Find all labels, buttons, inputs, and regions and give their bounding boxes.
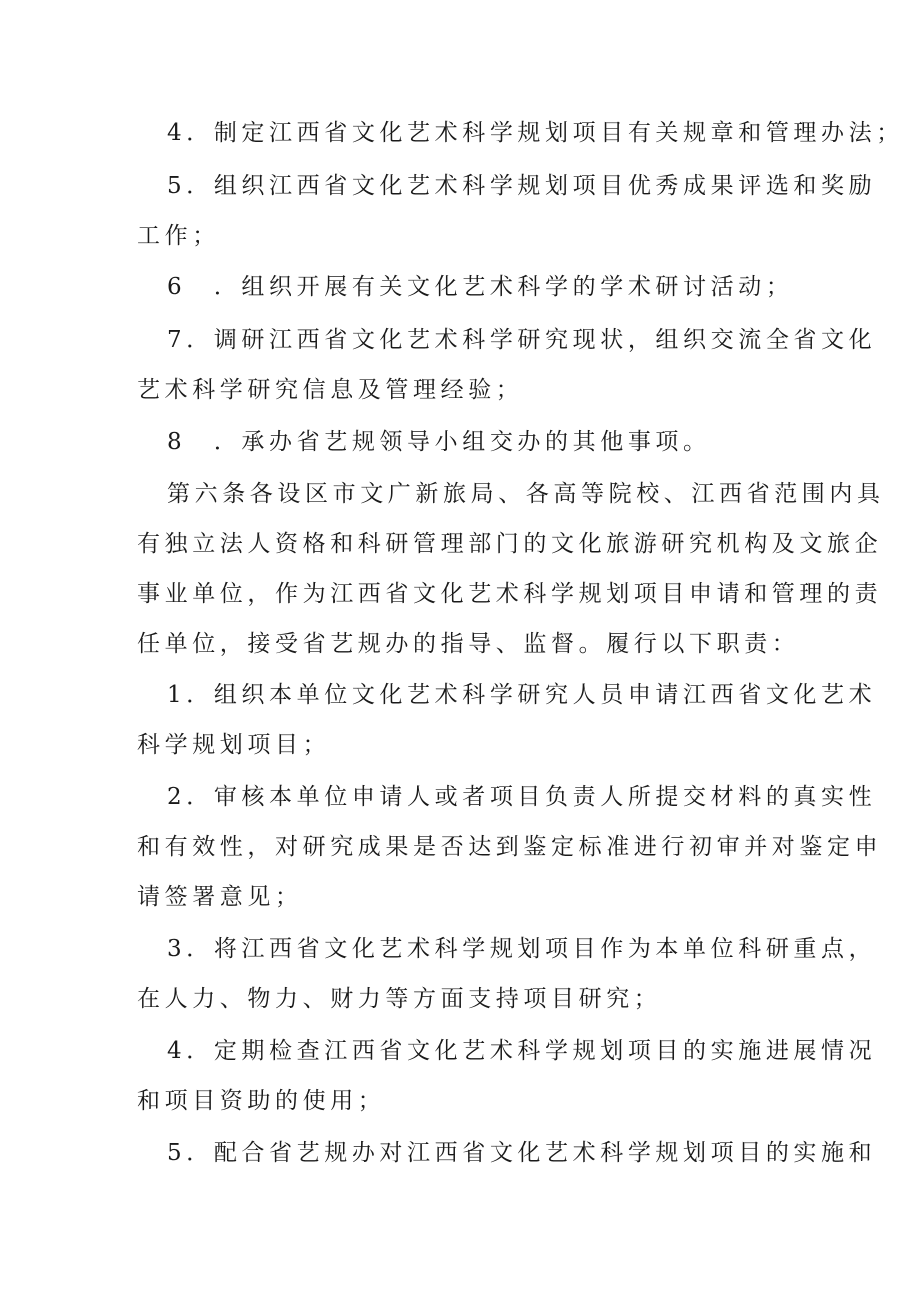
- duty-item-2-line-1: 2．审核本单位申请人或者项目负责人所提交材料的真实性: [167, 784, 877, 810]
- duty-item-2-line-3: 请签署意见；: [137, 884, 303, 910]
- duty-item-5-line-1: 5．配合省艺规办对江西省文化艺术科学规划项目的实施和: [167, 1140, 877, 1166]
- paragraph-item-8-line-1: 8 ．承办省艺规领导小组交办的其他事项。: [167, 429, 711, 455]
- duty-item-1-line-2: 科学规划项目；: [137, 732, 331, 758]
- duty-item-2-line-2: 和有效性，对研究成果是否达到鉴定标准进行初审并对鉴定申: [137, 834, 883, 860]
- article-6-line-2: 有独立法人资格和科研管理部门的文化旅游研究机构及文旅企: [137, 531, 883, 557]
- duty-item-3-line-2: 在人力、物力、财力等方面支持项目研究；: [137, 986, 662, 1012]
- article-6-line-3: 事业单位，作为江西省文化艺术科学规划项目申请和管理的责: [137, 581, 883, 607]
- article-6-line-4: 任单位，接受省艺规办的指导、监督。履行以下职责：: [137, 631, 800, 657]
- article-6-line-1: 第六条各设区市文广新旅局、各高等院校、江西省范围内具: [167, 481, 885, 507]
- paragraph-item-4-line-1: 4．制定江西省文化艺术科学规划项目有关规章和管理办法；: [167, 120, 904, 146]
- duty-item-3-line-1: 3．将江西省文化艺术科学规划项目作为本单位科研重点，: [167, 936, 877, 962]
- paragraph-item-5-line-1: 5．组织江西省文化艺术科学规划项目优秀成果评选和奖励: [167, 173, 877, 199]
- duty-item-1-line-1: 1．组织本单位文化艺术科学研究人员申请江西省文化艺术: [167, 682, 877, 708]
- paragraph-item-6-line-1: 6 ．组织开展有关文化艺术科学的学术研讨活动；: [167, 274, 794, 300]
- paragraph-item-7-line-2: 艺术科学研究信息及管理经验；: [137, 377, 524, 403]
- paragraph-item-7-line-1: 7．调研江西省文化艺术科学研究现状，组织交流全省文化: [167, 327, 877, 353]
- paragraph-item-5-line-2: 工作；: [137, 223, 220, 249]
- duty-item-4-line-1: 4．定期检查江西省文化艺术科学规划项目的实施进展情况: [167, 1038, 877, 1064]
- duty-item-4-line-2: 和项目资助的使用；: [137, 1088, 386, 1114]
